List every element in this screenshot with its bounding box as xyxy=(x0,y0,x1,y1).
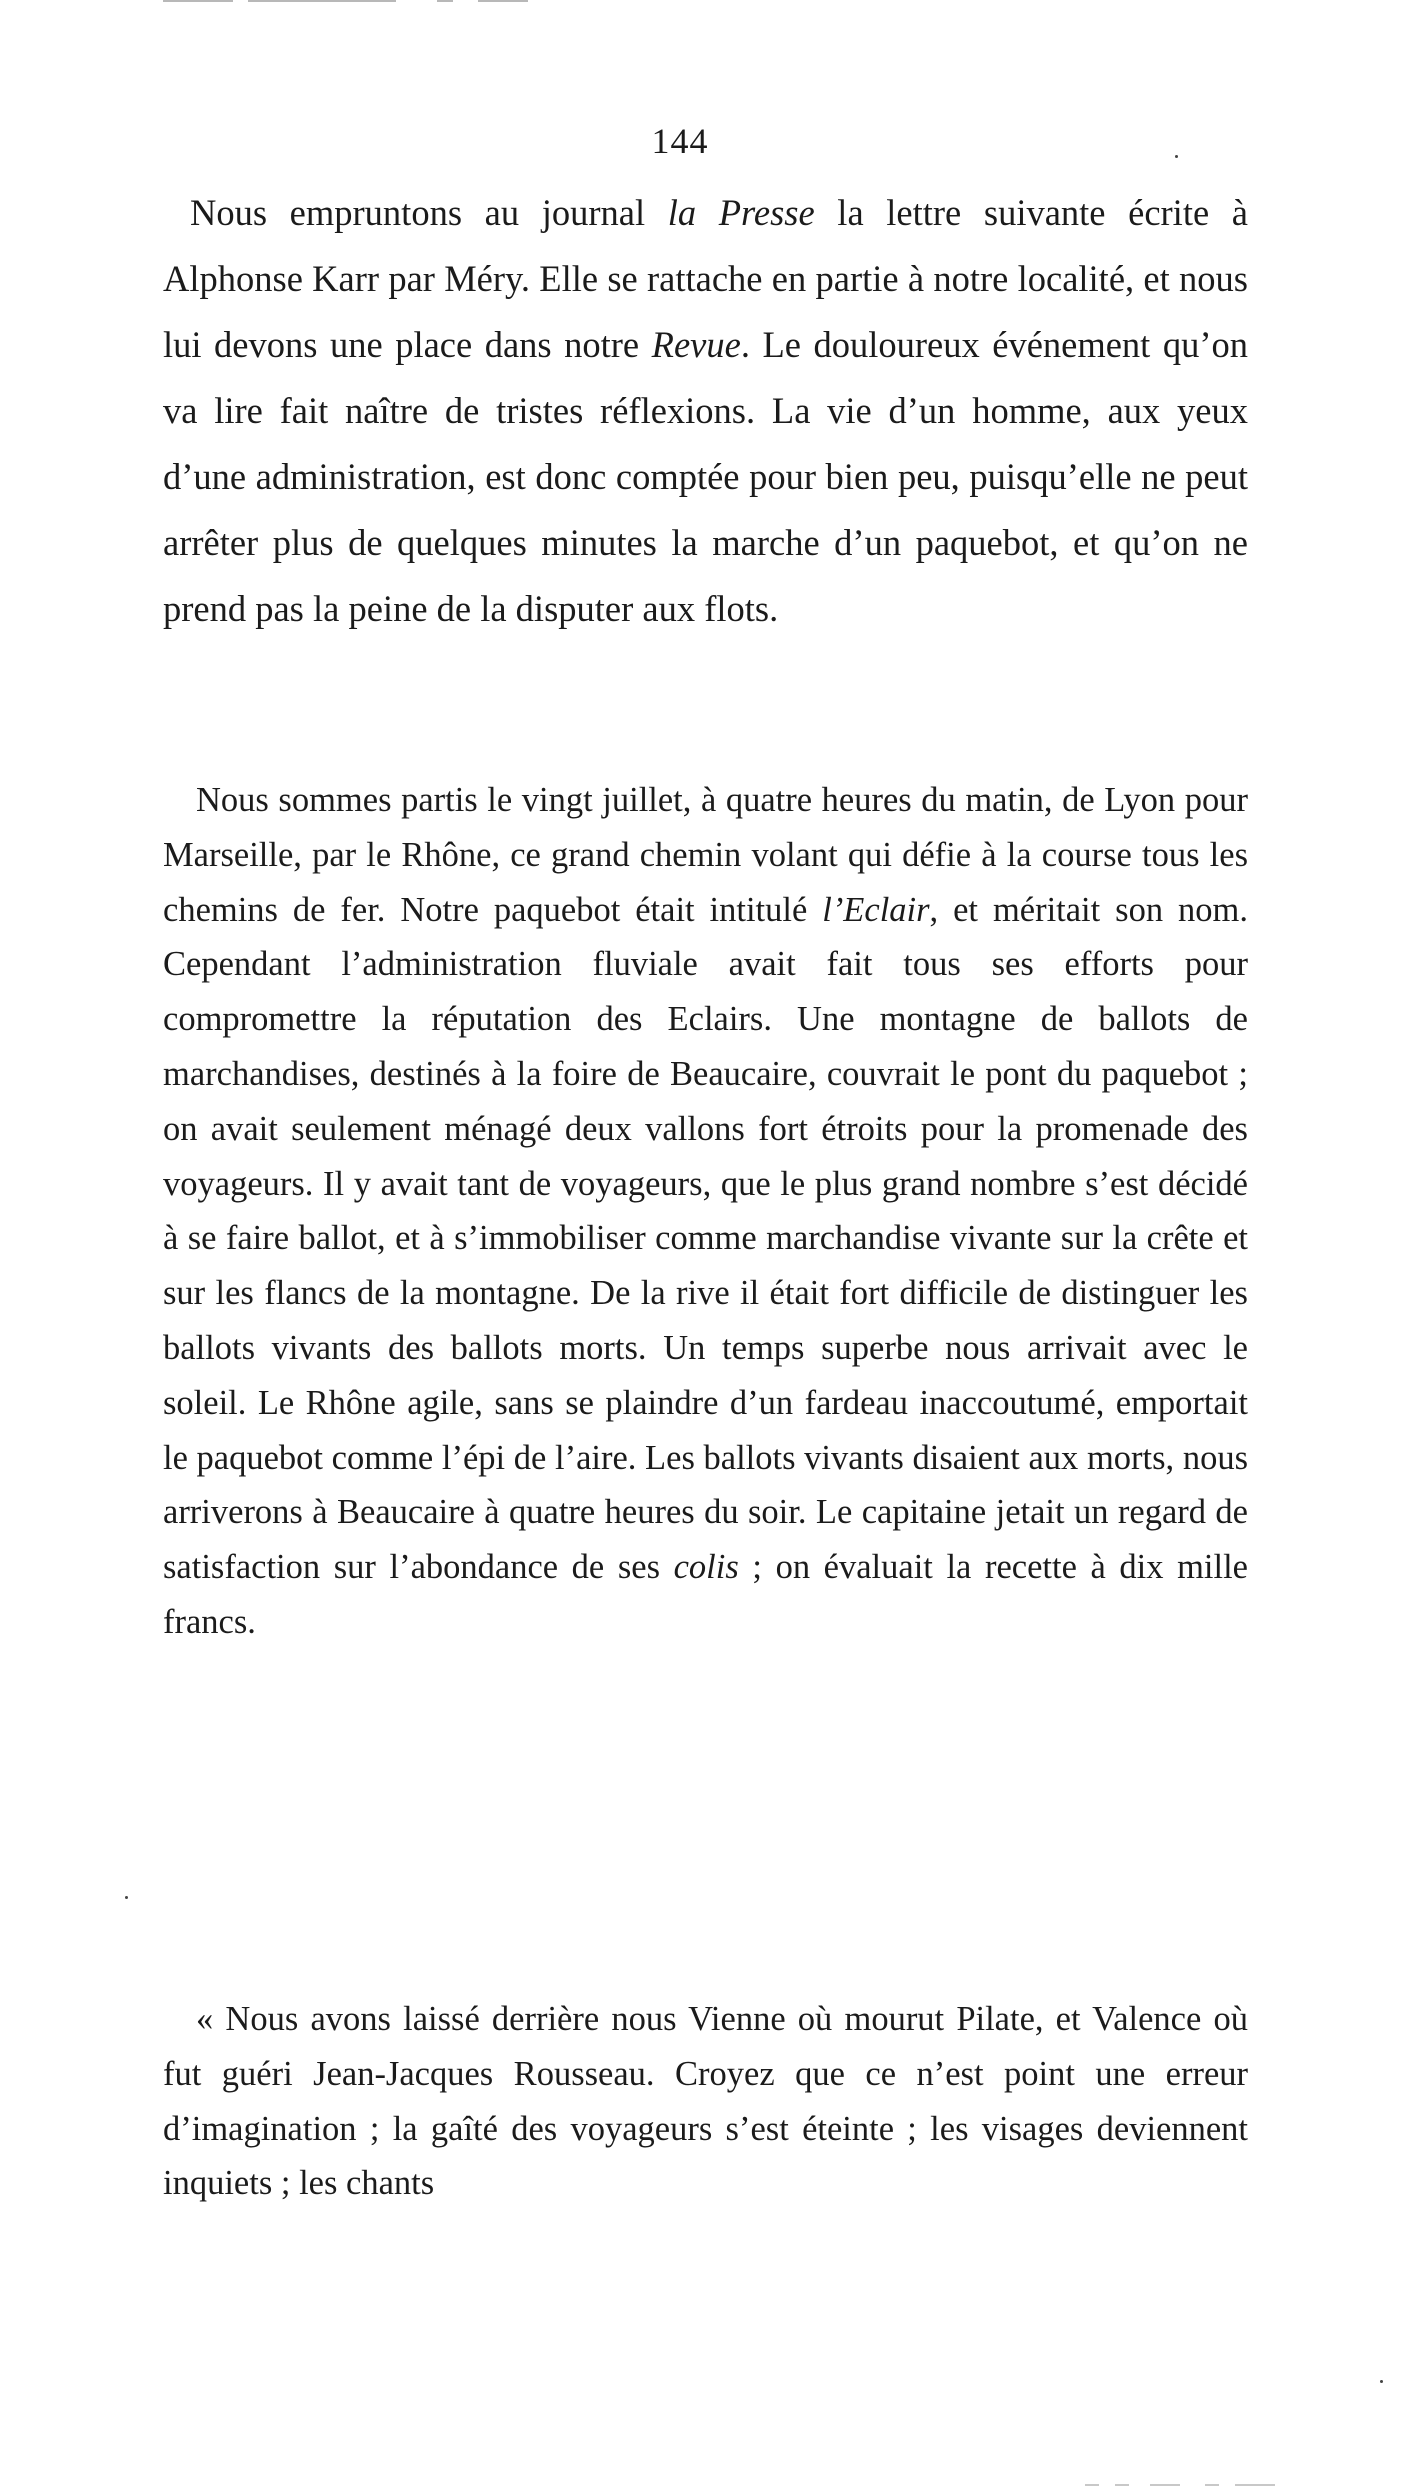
boat-name: l’Eclair xyxy=(822,890,930,929)
colis-word: colis xyxy=(673,1548,739,1587)
bottom-edge-rule xyxy=(1150,2484,1180,2486)
intro-paragraph xyxy=(163,180,1248,642)
letter-paragraph-1 xyxy=(163,773,1248,1650)
intro-text-2: la lettre suivante écrite à Alphonse Karr par Méry. Elle se rattache en partie à notre localité, et nous lui devons une place dans notre xyxy=(163,192,1248,365)
paper-speck xyxy=(125,1896,128,1899)
letter-2-text-1: « Nous avons laissé derrière nous Vienne où mourut Pilate, et Valence où fut guéri Jean-Jacques Rousseau. Croyez que ce n’est point une erreur d’imagination ; la gaîté des voyageurs s’est éteinte ; les visages deviennent inquiets ; les chants xyxy=(163,2000,1248,2203)
newspaper-title: la Presse xyxy=(667,192,815,233)
letter-paragraph-2 xyxy=(163,1992,1248,2211)
top-edge-rule xyxy=(163,0,233,2)
top-edge-rule xyxy=(437,0,453,2)
letter-1-text-2: , et méritait son nom. Cependant l’administration fluviale avait fait tous ses efforts pour compromettre la réputation des Eclairs. Une montagne de ballots de marchandises, destinés à la foire de Beaucaire, couvrait le pont du paquebot ; on avait seulement ménagé deux vallons fort étroits pour la promenade des voyageurs. Il y avait tant de voyageurs, que le plus grand nombre s’est décidé à se faire ballot, et à s’immobiliser comme marchandise vivante sur la crête et sur les flancs de la montagne. De la rive il était fort difficile de distinguer les ballots vivants des ballots morts. Un temps superbe nous arrivait avec le soleil. Le Rhône agile, sans se plaindre d’un fardeau inaccoutumé, emportait le paquebot comme l’épi de l’aire. Les ballots vivants disaient aux morts, nous arriverons à Beaucaire à quatre heures du soir. Le capitaine jetait un regard de satisfaction sur l’abondance de ses xyxy=(163,890,1248,1587)
top-edge-rule xyxy=(478,0,528,2)
letter-1-text-1: Nous sommes partis le vingt juillet, à quatre heures du matin, de Lyon pour Marseille, par le Rhône, ce grand chemin volant qui défie à la course tous les chemins de fer. Notre paquebot était intitulé xyxy=(163,781,1248,929)
page-number: 144 xyxy=(651,121,709,161)
intro-text-1: Nous empruntons au journal xyxy=(190,192,668,233)
bottom-edge-rule xyxy=(1115,2484,1129,2486)
paper-speck xyxy=(1175,155,1178,158)
review-title: Revue xyxy=(651,324,741,365)
bottom-edge-rule xyxy=(1205,2484,1219,2486)
top-edge-rule xyxy=(248,0,396,2)
intro-text-3: . Le douloureux événement qu’on va lire fait naître de tristes réflexions. La vie d’un homme, aux yeux d’une administration, est donc comptée pour bien peu, puisqu’elle ne peut arrêter plus de quelques minutes la marche d’un paquebot, et qu’on ne prend pas la peine de la disputer aux flots. xyxy=(163,324,1248,629)
paper-speck xyxy=(1380,2380,1383,2383)
bottom-edge-rule xyxy=(1085,2484,1099,2486)
bottom-edge-rule xyxy=(1235,2484,1275,2486)
letter-1-text-3: ; on évaluait la recette à dix mille francs. xyxy=(163,1548,1248,1641)
